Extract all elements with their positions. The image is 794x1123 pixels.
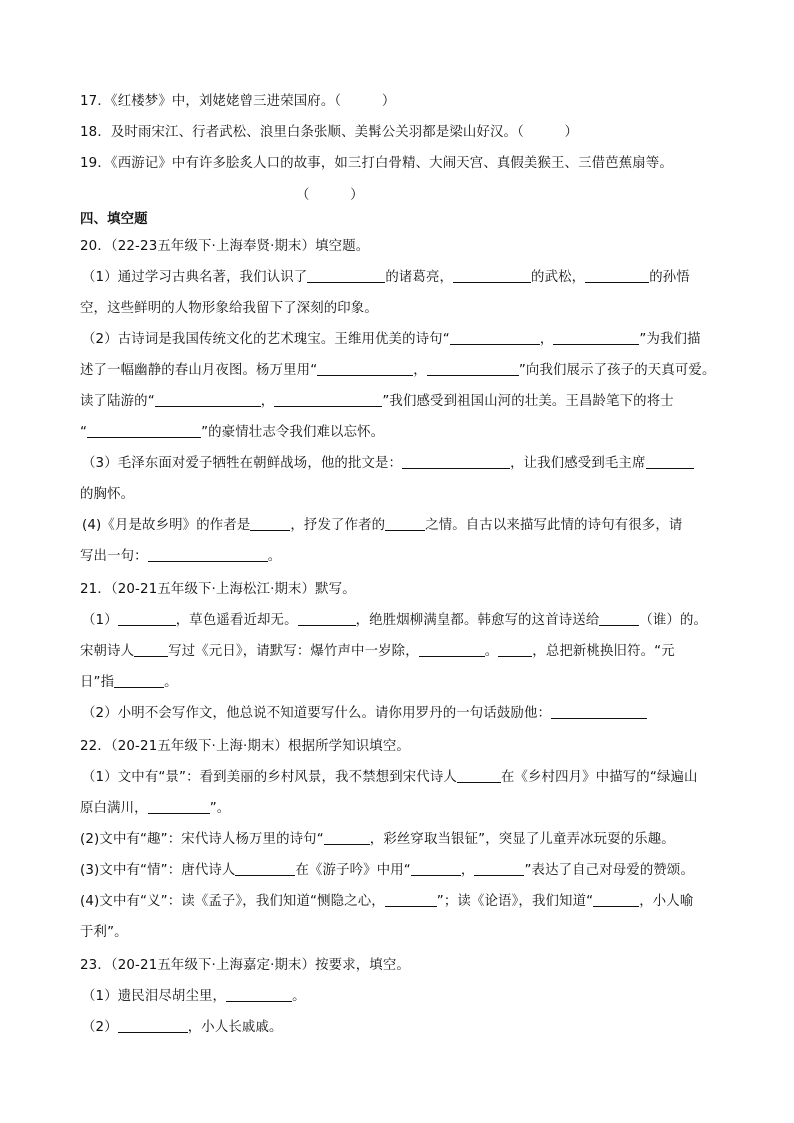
question-23-head: 23．（20-21五年级下·上海嘉定·期末）按要求，填空。 bbox=[80, 958, 410, 973]
text: 。 bbox=[484, 644, 499, 659]
blank[interactable] bbox=[402, 454, 510, 469]
text: （2） bbox=[82, 1020, 118, 1035]
text: (4)《月是故乡明》的作者是 bbox=[82, 518, 251, 533]
blank[interactable] bbox=[646, 454, 694, 469]
text: ”为我们描 bbox=[639, 332, 701, 347]
question-22-line-2 bbox=[80, 799, 730, 819]
text: 在《乡村四月》中描写的“绿遍山 bbox=[500, 770, 698, 785]
blank[interactable] bbox=[498, 642, 532, 657]
question-19-answer-bracket: （ ） bbox=[296, 188, 364, 203]
text: 的诸葛亮， bbox=[385, 270, 454, 285]
question-21-line-2 bbox=[80, 642, 730, 662]
blank[interactable] bbox=[317, 361, 413, 376]
text: 。 bbox=[292, 989, 306, 1004]
question-20-line-10 bbox=[80, 547, 730, 567]
question-21-line-4 bbox=[82, 704, 732, 724]
text: (2)文中有“趣”：宋代诗人杨万里的诗句“ bbox=[80, 832, 324, 847]
blank[interactable] bbox=[148, 799, 210, 814]
blank[interactable] bbox=[419, 642, 485, 657]
question-22-line-6: 于利”。 bbox=[80, 925, 128, 940]
blank[interactable] bbox=[298, 611, 356, 626]
text: （1）遗民泪尽胡尘里， bbox=[82, 989, 227, 1004]
blank[interactable] bbox=[385, 516, 425, 531]
question-18: 18．及时雨宋江、行者武松、浪里白条张顺、美髯公关羽都是梁山好汉。（ ） bbox=[80, 125, 579, 140]
text: “ bbox=[80, 425, 88, 440]
text: （2）古诗词是我国传统文化的艺术瑰宝。王维用优美的诗句“ bbox=[82, 332, 450, 347]
text: ，草色遥看近却无。 bbox=[175, 613, 298, 628]
text: 读了陆游的“ bbox=[80, 394, 155, 409]
text: 宋朝诗人 bbox=[80, 644, 135, 659]
question-23-line-2 bbox=[82, 1018, 732, 1038]
text: (4)文中有“义”：读《孟子》，我们知道“恻隐之心， bbox=[80, 894, 385, 909]
text: ”；读《论语》，我们知道“ bbox=[436, 894, 594, 909]
question-17: 17．《红楼梦》中，刘姥姥曾三进荣国府。（ ） bbox=[80, 94, 396, 109]
text: ， bbox=[539, 332, 554, 347]
blank[interactable] bbox=[474, 861, 524, 876]
text: ”我们感受到祖国山河的壮美。王昌龄笔下的将士 bbox=[382, 394, 674, 409]
question-22-head: 22．（20-21五年级下·上海·期末）根据所学知识填空。 bbox=[80, 739, 410, 754]
text: 写过《元日》，请默写：爆竹声中一岁除， bbox=[168, 644, 419, 659]
blank[interactable] bbox=[250, 516, 290, 531]
text: 在《游子吟》中用“ bbox=[295, 863, 411, 878]
question-20-line-5 bbox=[80, 392, 730, 412]
blank[interactable] bbox=[453, 268, 531, 283]
blank[interactable] bbox=[235, 861, 295, 876]
question-21-head: 21．（20-21五年级下·上海松江·期末）默写。 bbox=[80, 582, 356, 597]
question-23-line-1 bbox=[82, 987, 732, 1007]
text: 写出一句： bbox=[80, 549, 148, 564]
text: 述了一幅幽静的春山月夜图。杨万里用“ bbox=[80, 363, 318, 378]
blank[interactable] bbox=[118, 611, 176, 626]
blank[interactable] bbox=[411, 861, 461, 876]
question-19: 19．《西游记》中有许多脍炙人口的故事，如三打白骨精、大闹天宫、真假美猴王、三借芭蕉扇等。 bbox=[80, 156, 673, 171]
blank[interactable] bbox=[155, 392, 261, 407]
blank[interactable] bbox=[593, 892, 639, 907]
blank[interactable] bbox=[551, 704, 647, 719]
question-20-line-2: 空，这些鲜明的人物形象给我留下了深刻的印象。 bbox=[80, 301, 378, 316]
text: （谁）的。 bbox=[639, 613, 708, 628]
section-heading-fill-blank: 四、填空题 bbox=[80, 212, 148, 227]
question-20-line-9 bbox=[82, 516, 732, 536]
text: 日”指 bbox=[80, 675, 115, 690]
text: （2）小明不会写作文，他总说不知道要写什么。请你用罗丹的一句话鼓励他： bbox=[82, 706, 552, 721]
question-20-line-7 bbox=[82, 454, 732, 474]
text: （1）文中有“景”：看到美丽的乡村风景，我不禁想到宋代诗人 bbox=[82, 770, 457, 785]
question-20-line-8: 的胸怀。 bbox=[80, 487, 135, 502]
text: ，总把新桃换旧符。“元 bbox=[532, 644, 675, 659]
text: ”表达了自己对母爱的赞颂。 bbox=[524, 863, 695, 878]
text: 原白满川， bbox=[80, 801, 148, 816]
blank[interactable] bbox=[148, 547, 268, 562]
blank[interactable] bbox=[385, 892, 437, 907]
text: （1） bbox=[82, 613, 118, 628]
text: 。 bbox=[164, 675, 178, 690]
blank[interactable] bbox=[553, 330, 639, 345]
question-20-line-3 bbox=[82, 330, 732, 350]
question-20-line-1 bbox=[82, 268, 732, 288]
blank[interactable] bbox=[599, 611, 639, 626]
text: 之情。自古以来描写此情的诗句有很多，请 bbox=[425, 518, 683, 533]
text: 的武松， bbox=[531, 270, 586, 285]
text: ， bbox=[260, 394, 275, 409]
question-20-line-6 bbox=[80, 423, 730, 443]
text: ，小人长戚戚。 bbox=[187, 1020, 283, 1035]
text: ，抒发了作者的 bbox=[290, 518, 386, 533]
blank[interactable] bbox=[457, 768, 501, 783]
text: ， bbox=[413, 363, 427, 378]
text: 的孙悟 bbox=[649, 270, 690, 285]
question-20-line-4 bbox=[80, 361, 730, 381]
blank[interactable] bbox=[87, 423, 201, 438]
text: ，让我们感受到毛主席 bbox=[510, 456, 646, 471]
text: （3）毛泽东面对爱子牺牲在朝鲜战场，他的批文是： bbox=[82, 456, 403, 471]
question-22-line-4 bbox=[80, 861, 730, 881]
text: 。 bbox=[267, 549, 282, 564]
blank[interactable] bbox=[324, 830, 370, 845]
text: ，绝胜烟柳满皇都。韩愈写的这首诗送给 bbox=[355, 613, 600, 628]
text: ，小人喻 bbox=[639, 894, 694, 909]
text: （1）通过学习古典名著，我们认识了 bbox=[82, 270, 308, 285]
blank[interactable] bbox=[118, 1018, 188, 1033]
question-22-line-1 bbox=[82, 768, 732, 788]
text: ， bbox=[460, 863, 475, 878]
blank[interactable] bbox=[450, 330, 540, 345]
blank[interactable] bbox=[274, 392, 382, 407]
blank[interactable] bbox=[307, 268, 385, 283]
text: ”向我们展示了孩子的天真可爱。 bbox=[518, 363, 716, 378]
blank[interactable] bbox=[585, 268, 649, 283]
question-21-line-1 bbox=[82, 611, 732, 631]
blank[interactable] bbox=[226, 987, 292, 1002]
text: ”。 bbox=[209, 801, 231, 816]
question-22-line-5 bbox=[80, 892, 730, 912]
text: ”的豪情壮志令我们难以忘怀。 bbox=[201, 425, 385, 440]
blank[interactable] bbox=[114, 673, 164, 688]
blank[interactable] bbox=[427, 361, 519, 376]
text: ，彩丝穿取当银钲”，突显了儿童弄冰玩耍的乐趣。 bbox=[369, 832, 675, 847]
text: (3)文中有“情”：唐代诗人 bbox=[80, 863, 236, 878]
question-21-line-3 bbox=[80, 673, 730, 693]
blank[interactable] bbox=[134, 642, 168, 657]
question-20-head: 20．（22-23五年级下·上海奉贤·期末）填空题。 bbox=[80, 239, 370, 254]
question-22-line-3 bbox=[80, 830, 730, 850]
